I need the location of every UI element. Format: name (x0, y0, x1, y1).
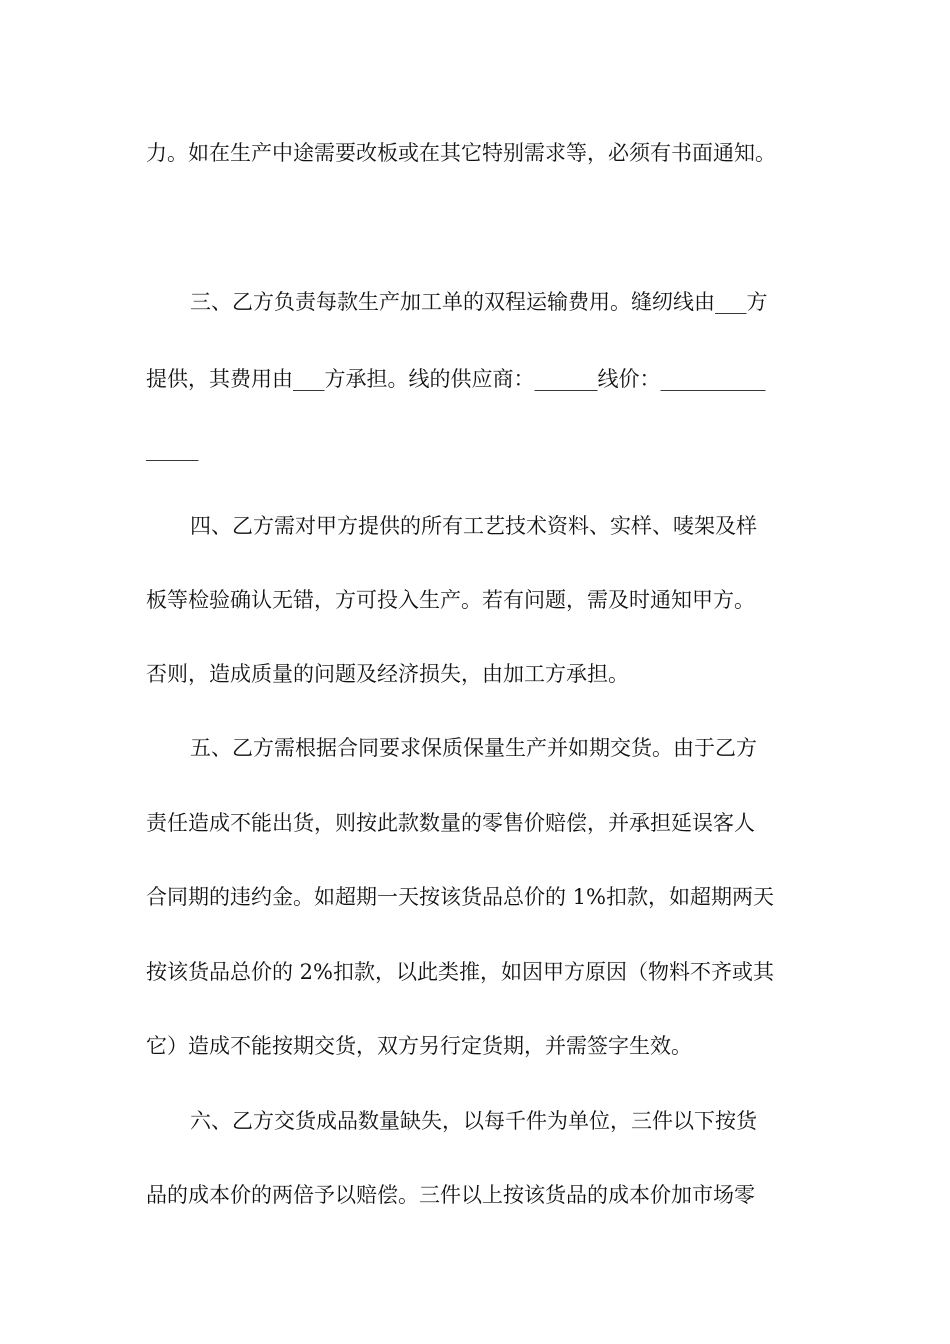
text-line: 三、乙方负责每款生产加工单的双程运输费用。缝纫线由___方 (190, 290, 768, 314)
text-line: 四、乙方需对甲方提供的所有工艺技术资料、实样、唛架及样 (190, 514, 757, 538)
text-line: 它）造成不能按期交货，双方另行定货期，并需签字生效。 (146, 1034, 692, 1058)
text-line: 提供，其费用由___方承担。线的供应商：______线价：__________ (146, 367, 766, 391)
text-line: 五、乙方需根据合同要求保质保量生产并如期交货。由于乙方 (190, 736, 757, 760)
text-line: 否则，造成质量的问题及经济损失，由加工方承担。 (146, 662, 629, 686)
text-line: _____ (146, 437, 199, 461)
text-line: 合同期的违约金。如超期一天按该货品总价的 1%扣款，如超期两天 (146, 885, 774, 909)
text-line: 板等检验确认无错，方可投入生产。若有问题，需及时通知甲方。 (146, 588, 755, 612)
text-line: 力。如在生产中途需要改板或在其它特别需求等，必须有书面通知。 (146, 141, 776, 165)
text-line: 品的成本价的两倍予以赔偿。三件以上按该货品的成本价加市场零 (146, 1183, 755, 1207)
text-line: 六、乙方交货成品数量缺失，以每千件为单位，三件以下按货 (190, 1109, 757, 1133)
text-line: 按该货品总价的 2%扣款，以此类推，如因甲方原因（物料不齐或其 (146, 960, 774, 984)
text-line: 责任造成不能出货，则按此款数量的零售价赔偿，并承担延误客人 (146, 811, 755, 835)
